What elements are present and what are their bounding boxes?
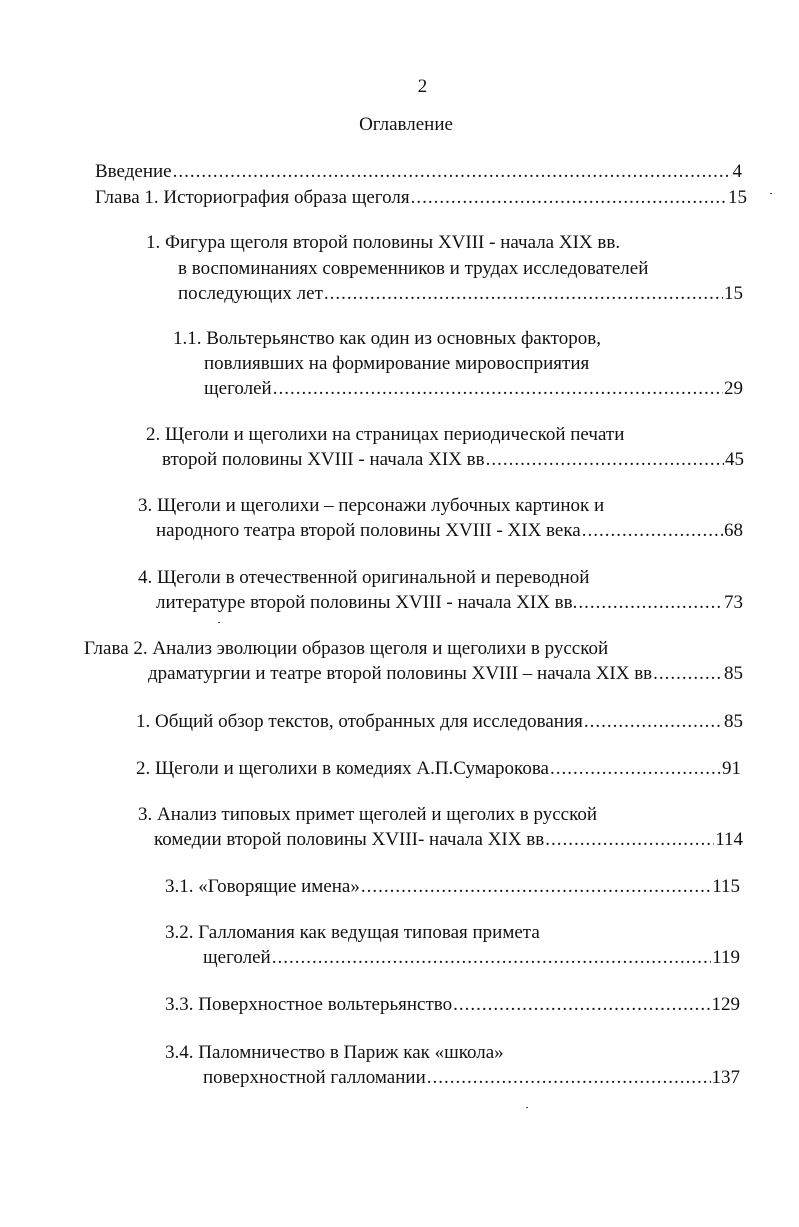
dot-leader <box>545 828 714 852</box>
toc-entry-line: 1. Фигура щеголя второй половины XVIII - начала XIX вв. <box>146 232 621 253</box>
toc-entry-introduction <box>95 160 742 184</box>
toc-entry-title: Глава 1. Историография образа щеголя <box>95 187 410 208</box>
toc-entry-page: 119 <box>712 947 740 968</box>
dot-leader <box>653 662 723 686</box>
dot-leader <box>578 591 723 615</box>
dot-leader <box>324 282 723 306</box>
toc-entry-title: Введение <box>95 161 172 182</box>
toc-entry-subsection-3-1 <box>165 875 740 899</box>
toc-entry-title: второй половины XVIII - начала XIX вв <box>162 449 485 470</box>
toc-entry-page: 129 <box>711 994 740 1015</box>
toc-entry-title: 1. Общий обзор текстов, отобранных для исследования <box>136 711 583 732</box>
toc-entry-chapter-2-section-2 <box>136 757 741 781</box>
toc-entry-title: щеголей <box>203 947 271 968</box>
dot-leader <box>550 757 721 781</box>
toc-entry-line: 1.1. Вольтерьянство как один из основных факторов, <box>173 328 601 349</box>
toc-entry-subsection-3-3 <box>165 993 740 1017</box>
toc-entry-chapter-1 <box>95 186 747 210</box>
toc-entry-page: 137 <box>711 1067 740 1088</box>
dot-leader <box>361 875 711 899</box>
toc-title: Оглавление <box>359 114 453 135</box>
toc-entry-line: 2. Щеголи и щеголихи на страницах периодической печати <box>146 424 625 445</box>
toc-entry-title: 3.3. Поверхностное вольтерьянство <box>165 994 453 1015</box>
toc-entry-page: 15 <box>724 283 743 304</box>
toc-entry-page: 114 <box>715 829 743 850</box>
toc-entry-last-line <box>156 519 743 543</box>
toc-entry-page: 68 <box>724 520 743 541</box>
toc-entry-title: народного театра второй половины XVIII - XIX века <box>156 520 581 541</box>
toc-entry-page: 85 <box>724 663 743 684</box>
toc-entry-page: 45 <box>725 449 744 470</box>
toc-entry-line: 3.2. Галломания как ведущая типовая примета <box>165 922 540 943</box>
toc-entry-last-line <box>204 377 743 401</box>
dot-leader <box>427 1066 711 1090</box>
scan-speck <box>218 622 220 623</box>
toc-entry-title: поверхностной галломании <box>203 1067 426 1088</box>
scan-speck <box>526 1107 528 1108</box>
toc-entry-last-line <box>203 946 740 970</box>
toc-entry-last-line <box>154 828 743 852</box>
toc-entry-page: 115 <box>712 876 740 897</box>
toc-entry-last-line <box>148 662 743 686</box>
toc-entry-line: 3. Щеголи и щеголихи – персонажи лубочных картинок и <box>138 495 605 516</box>
toc-entry-title: 3.1. «Говорящие имена» <box>165 876 360 897</box>
toc-entry-last-line <box>156 591 743 615</box>
dot-leader <box>584 710 723 734</box>
toc-entry-line: 4. Щеголи в отечественной оригинальной и переводной <box>138 567 590 588</box>
toc-entry-title: комедии второй половины XVIII- начала XIX вв <box>154 829 545 850</box>
toc-entry-line: повлиявших на формирование мировосприятия <box>204 353 590 374</box>
toc-entry-title: последующих лет <box>178 283 323 304</box>
toc-entry-page: 15 <box>728 187 747 208</box>
dot-leader <box>411 186 727 210</box>
toc-entry-line: 3. Анализ типовых примет щеголей и щеголих в русской <box>138 804 598 825</box>
toc-entry-page: 73 <box>724 592 743 613</box>
dot-leader <box>453 993 710 1017</box>
toc-entry-line: в воспоминаниях современников и трудах исследователей <box>178 258 649 279</box>
toc-entry-page: 85 <box>724 711 743 732</box>
toc-entry-title: щеголей <box>204 378 272 399</box>
toc-entry-title: 2. Щеголи и щеголихи в комедиях А.П.Сумарокова <box>136 758 549 779</box>
toc-entry-title: драматургии и театре второй половины XVIII – начала XIX вв <box>148 663 653 684</box>
page-number: 2 <box>417 76 428 97</box>
toc-entry-last-line <box>162 448 744 472</box>
toc-entry-last-line <box>203 1066 740 1090</box>
dot-leader <box>582 519 723 543</box>
toc-entry-page: 29 <box>724 378 743 399</box>
dot-leader <box>273 377 723 401</box>
dot-leader <box>272 946 711 970</box>
scan-speck <box>770 193 772 194</box>
toc-entry-line: Глава 2. Анализ эволюции образов щеголя и щеголихи в русской <box>84 638 609 659</box>
toc-entry-chapter-2-section-1 <box>136 710 743 734</box>
toc-entry-title: литературе второй половины XVIII - начала XIX вв. <box>156 592 578 613</box>
dot-leader <box>486 448 724 472</box>
toc-entry-page: 91 <box>722 758 741 779</box>
toc-entry-page: 4 <box>732 161 742 182</box>
toc-entry-line: 3.4. Паломничество в Париж как «школа» <box>165 1042 504 1063</box>
toc-entry-last-line <box>178 282 743 306</box>
dot-leader <box>173 160 732 184</box>
